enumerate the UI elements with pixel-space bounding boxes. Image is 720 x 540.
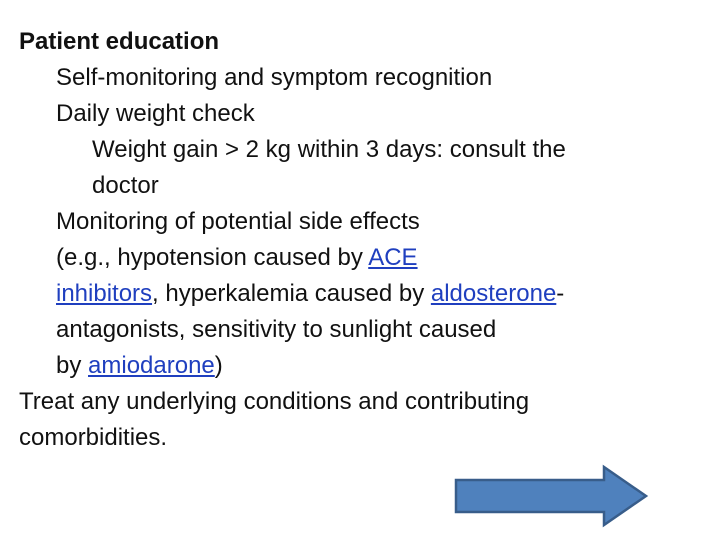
side-effects-line-2: [56, 276, 564, 312]
right-arrow-shape[interactable]: [456, 467, 646, 525]
bullet-weight-gain: Weight gain > 2 kg within 3 days: consult the: [92, 136, 566, 163]
side-effects-text-2: , hyperkalemia caused by: [152, 280, 431, 307]
link-inhibitors[interactable]: inhibitors: [56, 280, 153, 307]
side-effects-close-paren: ): [214, 352, 223, 379]
side-effects-text-1: (e.g., hypotension caused by: [56, 244, 369, 271]
side-effects-line-3: antagonists, sensitivity to sunlight caused: [56, 316, 497, 343]
bullet-self-monitoring: Self-monitoring and symptom recognition: [56, 64, 493, 91]
bullet-treat-conditions: Treat any underlying conditions and contributing: [19, 388, 530, 415]
side-effects-line-1: [56, 240, 418, 276]
bullet-side-effects: Monitoring of potential side effects: [56, 208, 420, 235]
right-arrow-icon[interactable]: [452, 464, 652, 528]
side-effects-hyphen: -: [556, 280, 565, 307]
heading-patient-education: Patient education: [19, 28, 220, 55]
side-effects-text-4: by: [56, 352, 89, 379]
side-effects-line-4: [56, 348, 223, 384]
link-aldosterone[interactable]: aldosterone: [430, 280, 557, 307]
link-ace[interactable]: ACE: [368, 244, 418, 271]
bullet-daily-weight: Daily weight check: [56, 100, 255, 127]
bullet-weight-gain-cont: doctor: [92, 172, 159, 199]
link-amiodarone[interactable]: amiodarone: [88, 352, 215, 379]
bullet-treat-conditions-cont: comorbidities.: [19, 424, 168, 451]
